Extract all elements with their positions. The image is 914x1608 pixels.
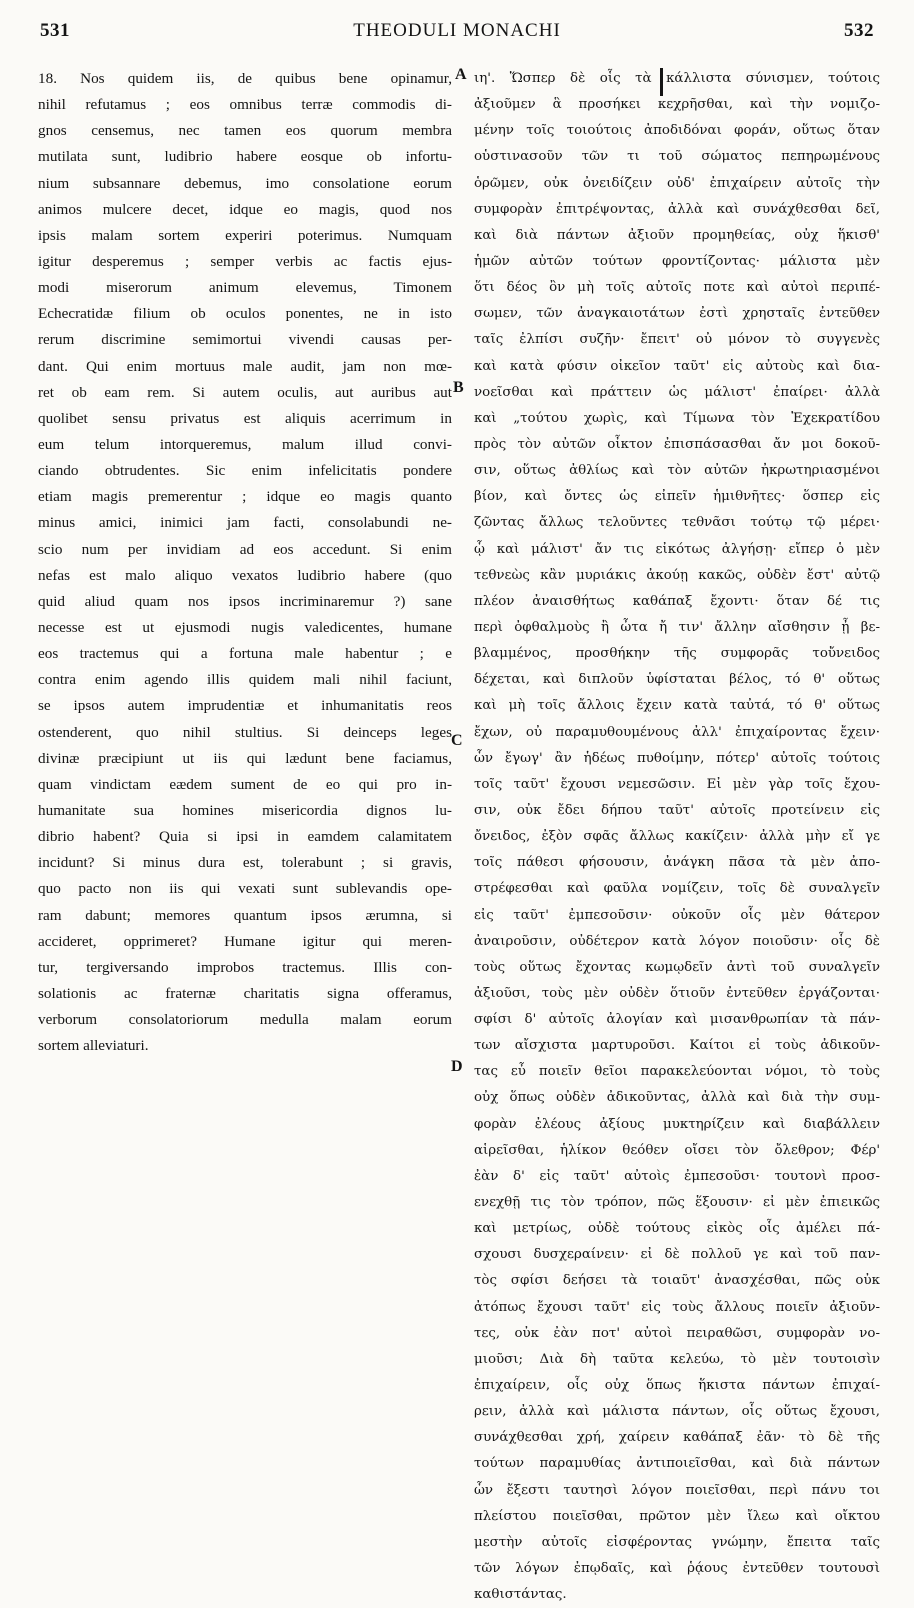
- latin-text-line: necesse est ut ejusmodi nugis valedicentes, humane: [38, 618, 452, 636]
- greek-text-line: των αἴσχιστα μαρτυροῦσι. Καίτοι εἰ τοὺς ἀδικοῦν-: [474, 1038, 880, 1054]
- section-marker-d: D: [451, 1058, 463, 1075]
- latin-text-line: ret ob eam rem. Si autem oculis, aut auribus aut: [38, 383, 452, 401]
- latin-text-line: se ipsos autem imprudentiæ et inhumanitatis reos: [38, 697, 452, 715]
- greek-text-line: σιν, οὕτως ἀθλίως καὶ τὸν αὐτῶν ἠκρωτηριασμένοι: [474, 463, 880, 479]
- greek-text-line: περὶ ὀφθαλμοὺς ἢ ὦτα ἤ τιν' ἄλλην αἴσθησιν ᾖ βε-: [474, 619, 880, 635]
- latin-text-line: minus amici, inimici jam facti, consolabundi ne-: [38, 514, 452, 532]
- section-marker-c: C: [451, 732, 463, 749]
- greek-text-line: ὁρῶμεν, οὐκ ὀνειδίζειν οὐδ' ἐπιχαίρειν αὐτοῖς τὴν: [474, 175, 880, 191]
- latin-text-line: Echecratidæ filium ob oculos ponentes, ne in isto: [38, 305, 452, 323]
- greek-text-line: ἡμῶν αὐτῶν τούτων φροντίζοντας· μάλιστα μὲν: [474, 253, 880, 269]
- greek-text-line: καθιστάντας.: [474, 1587, 567, 1603]
- latin-text-line: etiam magis premerentur ; idque eo magis quanto: [38, 488, 452, 506]
- greek-text-line: νοεῖσθαι καὶ πράττειν ὡς μάλιστ' ἐπαίρει· ἀλλὰ: [474, 384, 880, 400]
- greek-text-line: τῶν λόγων ἐπῳδαῖς, καὶ ῥᾴους ἐντεῦθεν τουτουσὶ: [474, 1561, 880, 1577]
- greek-text-line: συμφορὰν ἐπιτρέψοντας, ἀλλὰ καὶ συνάχθεσθαι δεῖ,: [474, 201, 880, 217]
- greek-text-line: πρὸς τὸν αὐτῶν οἶκτον ἐπισπάσασθαι ἄν μοι δοκοῦ-: [474, 436, 880, 452]
- latin-text-line: ram dabunt; memores quantum ipsos ærumna, si: [38, 906, 452, 924]
- latin-text-line: mutilata sunt, ludibrio habere eosque ob infortu-: [38, 148, 452, 166]
- latin-text-line: sortem alleviaturi.: [38, 1037, 149, 1055]
- greek-text-line: σιν, οὐκ ἔδει δήπου ταῦτ' αὐτοῖς προτείνειν εἰς: [474, 802, 880, 818]
- greek-text-line: ἀξιοῦμεν ἃ προσήκει κεχρῆσθαι, καὶ τὴν νομιζο-: [474, 97, 880, 113]
- greek-text-line: ρειν, ἀλλὰ καὶ μάλιστα πάντων, οἷς οὕτως ἔχουσι,: [474, 1404, 880, 1420]
- greek-text-line: ὧν ἔγωγ' ἂν ἡδέως πυθοίμην, πότερ' αὐτοῖς τούτοις: [474, 750, 880, 766]
- latin-text-line: nium subsannare debemus, imo consolatione eorum: [38, 174, 452, 192]
- latin-text-line: scio num per invidiam ad eos accedunt. Si enim: [38, 540, 452, 558]
- greek-text-line: μεστὴν αὐτοῖς εἰσφέροντας γνώμην, ἔπειτα ταῖς: [474, 1534, 880, 1550]
- greek-text-line: πλείστου ποιεῖσθαι, πρῶτον μὲν ἴλεω καὶ οἴκτου: [474, 1508, 880, 1524]
- page-number-left: 531: [40, 20, 70, 41]
- section-marker-b: B: [453, 379, 464, 396]
- greek-text-line: βίον, καὶ ὄντες ὡς εἰπεῖν ἡμιθνῆτες· ὅσπερ εἰς: [474, 489, 880, 505]
- greek-text-line: καὶ „τούτου χωρὶς, καὶ Τίμωνα τὸν Ἐχεκρατίδου: [474, 410, 880, 426]
- greek-text-line: ἀξιοῦσι, τοὺς μὲν οὐδὲν ὅτιοῦν ἐντεῦθεν ἐργάζονται·: [474, 985, 880, 1001]
- section-marker-a: A: [455, 66, 467, 83]
- greek-text-line: τας εὖ ποιεῖν θεῖοι παρακελεύονται νόμοι, τὸ τοὺς: [474, 1064, 880, 1080]
- greek-text-line: καὶ μὴ τοῖς ἄλλοις ἔχειν κατὰ ταὐτά, τό θ' οὕτως: [474, 698, 880, 714]
- greek-text-line: τοῖς ταῦτ' ἔχουσι νεμεσῶσιν. Εἰ μὲν γὰρ τοῖς ἔχου-: [474, 776, 880, 792]
- greek-text-line: ὧν ἔξεστι ταυτησὶ λόγον ποιεῖσθαι, περὶ πάνυ τοι: [474, 1482, 880, 1498]
- latin-text-line: solationis ac fraternæ charitatis signa offeramus,: [38, 984, 452, 1002]
- greek-text-line: ιη'. Ὥσπερ δὲ οἷς τὰ κάλλιστα σύνισμεν, τούτοις: [474, 71, 880, 86]
- greek-text-line: στρέφεσθαι καὶ φαῦλα νομίζειν, τοῖς δὲ συναλγεῖν: [474, 881, 880, 897]
- latin-text-line: gnos censemus, nec tamen eos quorum membra: [38, 122, 452, 140]
- latin-column: [38, 66, 452, 1059]
- latin-text-line: nihil refutamus ; eos omnibus terræ commodis di-: [38, 96, 452, 114]
- latin-text-line: incidunt? Si minus dura est, tolerabunt ; si gravis,: [38, 854, 452, 872]
- latin-text-line: contra enim agendo illis quidem mali nihil faciunt,: [38, 671, 452, 689]
- greek-text-line: ἐὰν δ' εἰς ταῦτ' αὐτοὶς ἐμπεσοῦσι· τουτονὶ προσ-: [474, 1168, 880, 1184]
- greek-text-line: τες, οὐκ ἐὰν ποτ' αὐτοὶ πειραθῶσι, συμφορὰν νο-: [474, 1325, 880, 1341]
- latin-text-line: animos mulcere decet, idque eo magis, quod nos: [38, 200, 452, 218]
- greek-text-line: ἀτόπως ἔχουσι ταῦτ' εἰς τοὺς ἄλλους ποιεῖν ἀξιοῦν-: [474, 1299, 880, 1315]
- greek-text-line: τούτων παραμυθίας ἀντιποιεῖσθαι, καὶ διὰ πάντων: [474, 1456, 880, 1472]
- latin-text-line: ostenderent, quo nihil stultius. Si deinceps leges: [38, 723, 452, 741]
- latin-text-line: verborum consolatoriorum medulla malam eorum: [38, 1011, 452, 1029]
- running-title: THEODULI MONACHI: [353, 20, 561, 41]
- greek-text-line: δέχεται, καὶ διπλοῦν ὑφίσταται βέλος, τό θ' οὕτως: [474, 672, 880, 688]
- latin-text-line: modi miserorum animum elevemus, Timonem: [38, 279, 452, 297]
- greek-text-line: βλαμμένος, προσθήκην τῆς συμφορᾶς τοὔνειδος: [474, 646, 880, 662]
- latin-text-line: accideret, opprimeret? Humane igitur qui meren-: [38, 932, 452, 950]
- greek-text-line: συνάχθεσθαι χρή, χαίρειν καθάπαξ ἐᾶν· τὸ δὲ τῆς: [474, 1430, 880, 1446]
- latin-text-line: humanitate sua homines misericordia dignos lu-: [38, 801, 452, 819]
- greek-text-line: ᾧ καὶ μάλιστ' ἄν τις εἰκότως ἀλγήσῃ· εἴπερ ὁ μὲν: [474, 541, 880, 557]
- page-number-right: 532: [844, 20, 874, 41]
- greek-text-line: φορὰν ἐλέους ἀξίους μυκτηρίζειν καὶ διαβάλλειν: [474, 1116, 880, 1132]
- greek-text-line: ενεχθῇ τις τὸν τρόπον, πῶς ἕξουσιν· εἰ μὲν ἐπιεικῶς: [474, 1195, 880, 1211]
- greek-text-line: εἰς ταῦτ' ἐμπεσοῦσιν· οὐκοῦν οἷς μὲν θάτερον: [474, 907, 880, 923]
- running-header: [0, 6, 914, 46]
- latin-text-line: quam vindictam eædem sument de eo qui pro in-: [38, 775, 452, 793]
- greek-text-line: ταῖς ἐλπίσι συζῆν· ἔπειτ' οὐ μόνον τὸ συγγενὲς: [474, 332, 880, 348]
- greek-text-line: καὶ διὰ πάντων ἀξιοῦν προμηθείας, οὐχ ἥκισθ': [474, 227, 880, 243]
- greek-text-line: μιοῦσι; Διὰ δὴ ταῦτα κελεύω, τὸ μὲν τουτοισὶν: [474, 1351, 880, 1367]
- latin-text-line: ciando obtrudentes. Sic enim infelicitatis pondere: [38, 462, 452, 480]
- latin-text-line: ipsis malam sortem experiri poterimus. Numquam: [38, 226, 452, 244]
- latin-text-line: quolibet sensu privatus est aliquis acerrimum in: [38, 409, 452, 427]
- latin-text-line: quo pacto non iis qui vexati sunt sublevandis ope-: [38, 880, 452, 898]
- greek-text-line: ἐπιχαίρειν, οἷς οὐχ ὅπως ἥκιστα πάντων ἐπιχαί-: [474, 1378, 880, 1394]
- greek-text-line: ὄνειδος, ἐξὸν σφᾶς ἄλλως κακίζειν· ἀλλὰ μὴν εἴ γε: [474, 829, 880, 845]
- latin-text-line: dant. Qui enim mortuus male audit, jam non mœ-: [38, 357, 452, 375]
- latin-text-line: divinæ præcipiunt ut iis qui lædunt bene faciamus,: [38, 749, 452, 767]
- greek-text-line: τοὺς οὕτως ἔχοντας κωμῳδεῖν ἀντὶ τοῦ συναλγεῖν: [474, 959, 880, 975]
- latin-text-line: quid aliud quam nos ipsos incriminaremur ?) sane: [38, 592, 452, 610]
- greek-text-line: ζῶντας ἄλλως τελοῦντες τεθνᾶσι τούτῳ τῷ μέρει·: [474, 515, 880, 531]
- latin-text-line: igitur desperemus ; semper verbis ac factis ejus-: [38, 252, 452, 270]
- greek-text-line: σωμεν, τῶν ἀναγκαιοτάτων ἐστὶ χρησταῖς ἐντεῦθεν: [474, 306, 880, 322]
- latin-text-line: rerum discrimine semimortui vivendi causas per-: [38, 331, 452, 349]
- greek-text-line: σχουσι δυσχεραίνειν· εἰ δὲ πολλοῦ γε καὶ τοῦ παν-: [474, 1247, 880, 1263]
- greek-text-line: μένην τοῖς τοιούτοις ἀποδιδόναι φοράν, οὕτως ὅταν: [474, 123, 880, 139]
- latin-text-line: dibrio habent? Quia si ipsi in eamdem calamitatem: [38, 828, 452, 846]
- greek-text-line: τοῖς πάθεσι φήσουσιν, ἀνάγκη πᾶσα τὰ μὲν ἀπο-: [474, 855, 880, 871]
- latin-text-line: eum telum intorqueremus, malum illud convi-: [38, 435, 452, 453]
- greek-column: [474, 66, 880, 1608]
- greek-text-line: σφίσι δ' αὐτοῖς ἀλογίαν καὶ μισανθρωπίαν τὰ πάν-: [474, 1012, 880, 1028]
- greek-text-line: τεθνεὼς κἂν μυριάκις ἀκούῃ κακῶς, οὐδὲν ἔστ' αὐτῷ: [474, 567, 880, 583]
- greek-text-line: καὶ κατὰ φύσιν οἰκεῖον ταῦτ' εἰς αὐτοὺς καὶ δια-: [474, 358, 880, 374]
- greek-text-line: οὑστινασοῦν τῶν τι τοῦ σώματος πεπηρωμένους: [474, 149, 880, 165]
- latin-text-line: eos tractemus qui a fortuna male habentur ; e: [38, 645, 452, 663]
- latin-text-line: 18. Nos quidem iis, de quibus bene opinamur,: [38, 70, 452, 87]
- greek-text-line: καὶ μετρίως, οὐδὲ τούτους εἰκὸς οἷς ἀμέλει πά-: [474, 1221, 880, 1237]
- greek-text-line: οὐχ ὅπως οὐδὲν ἀδικοῦντας, ἀλλὰ καὶ διὰ τὴν συμ-: [474, 1090, 880, 1106]
- greek-text-line: τὸς σφίσι δεήσει τὰ τοιαῦτ' ἀνασχέσθαι, πῶς οὐκ: [474, 1273, 880, 1289]
- greek-text-line: αἱρεῖσθαι, ἡλίκον θεόθεν οἴσει τὸν ὄλεθρον; Φέρ': [474, 1142, 880, 1158]
- greek-text-line: ἔχων, οὐ παραμυθουμένους ἀλλ' ἐπιχαίροντας ἔχειν·: [474, 724, 880, 740]
- greek-text-line: ἀναιροῦσιν, οὐδέτερον κατὰ λόγον ποιοῦσιν· οἷς δὲ: [474, 933, 880, 949]
- greek-text-line: ὅτι δέος ὂν μὴ τοῖς αὐτοῖς ποτε καὶ αὐτοὶ περιπέ-: [474, 280, 880, 296]
- latin-text-line: nefas est malo aliquo vexatos ludibrio habere (quo: [38, 566, 452, 584]
- latin-text-line: tur, tergiversando improbos tractemus. Illis con-: [38, 958, 452, 976]
- greek-text-line: πλέον ἀναισθήτως καθάπαξ ἔχοντι· ὅταν δέ τις: [474, 593, 880, 609]
